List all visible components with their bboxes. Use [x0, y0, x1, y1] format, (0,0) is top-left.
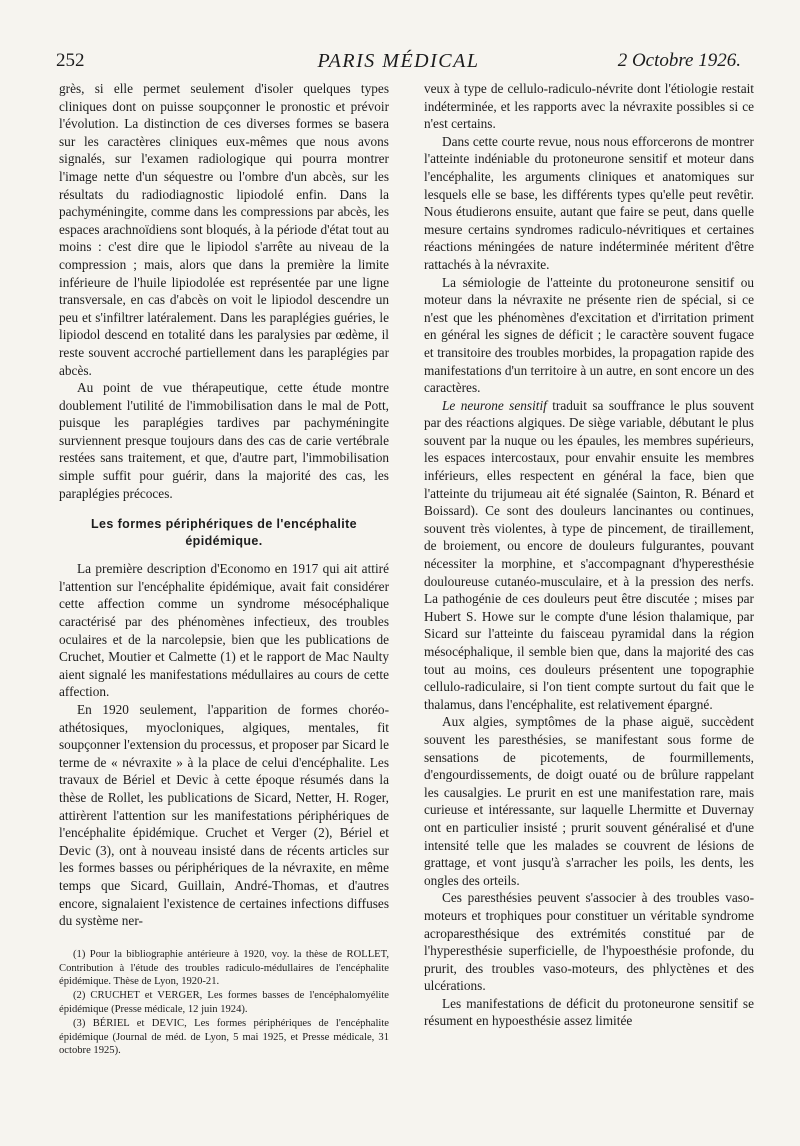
page-header: [56, 50, 741, 78]
issue-date: 2 Octobre 1926.: [617, 50, 741, 71]
footnotes: [59, 948, 389, 1058]
section-heading: Les formes périphériques de l'encéphalite épidémique.: [91, 517, 357, 549]
right-column: [424, 80, 754, 1030]
paragraph: Les manifestations de déficit du protoneurone sensitif se résument en hypoesthésie assez limitée: [424, 995, 754, 1029]
paragraph: La première description d'Economo en 1917 qui ait attiré l'attention sur l'encéphalite épidémique, avait fait considérer cette affection comme un syndrome mésocéphalique caractérisé par des phénomènes infectieux, des troubles oculaires et de la narcolepsie, bien que les publications de Cruchet, Moutier et Calmette (1) et le rapport de Mac Naulty aient signalé les manifestations médullaires au cours de cette affection.: [59, 561, 389, 700]
left-column: [59, 80, 389, 1058]
paragraph: Aux algies, symptômes de la phase aiguë, succèdent souvent les paresthésies, se manifestant sous forme de sensations de picotements, de fourmillements, d'engourdissements, de doigt ouaté ou de brûlure rappelant les causalgies. Le prurit en est une manifestation rare, mais curieuse et intéressante, sur laquelle Lhermitte et Duvernay ont en particulier insisté ; prurit souvent généralisé et d'une intensité telle que les malades se couvrent de lésions de grattage, et vont jusqu'à s'arracher les poils, les dents, les ongles des orteils.: [424, 714, 754, 888]
paragraph: Dans cette courte revue, nous nous efforcerons de montrer l'atteinte indéniable du protoneurone sensitif et moteur dans l'encéphalite, les arguments cliniques et anatomiques sur lesquels elle se base, les différents types qu'elle peut revêtir. Nous étudierons ensuite, autant que faire se peut, dans quelle mesure certains syndromes radiculo-névritiques et certaines réactions méningées de nature indéterminée méritent d'être rattachés à la névraxite.: [424, 133, 754, 272]
paragraph: En 1920 seulement, l'apparition de formes choréo-athétosiques, myocloniques, algiques, mentales, fit soupçonner l'extension du processus, et proposer par Sicard le terme de « névraxite » à la place de celui d'encéphalite. Les travaux de Bériel et Devic à cette époque résumés dans la thèse de Rollet, les publications de Sicard, Netter, H. Roger, attirèrent l'attention sur les manifestations périphériques de l'encéphalite épidémique. Cruchet et Verger (2), Bériel et Devic (3), ont à nouveau insisté dans de récents articles sur les formes basses ou périphériques de la névraxite, en même temps que Sicard, Guillain, André-Thomas, et d'autres encore, signalaient l'existence de certaines infections diffuses du système ner-: [59, 702, 389, 929]
paragraph: Ces paresthésies peuvent s'associer à des troubles vaso-moteurs et trophiques pour constituer un véritable syndrome acroparesthésique des extrémités constitué par de l'hyperesthésie superficielle, de l'hypoesthésie profonde, du prurit, des troubles vaso-moteurs, des phlyctènes et des ulcérations.: [424, 890, 754, 994]
running-title: PARIS MÉDICAL: [317, 50, 480, 72]
footnote: (3) BÉRIEL et DEVIC, Les formes périphériques de l'encéphalite épidémique (Journal de méd. de Lyon, 5 mai 1925, et Presse médicale, 31 octobre 1925).: [59, 1017, 389, 1057]
page-number: 252: [56, 50, 85, 71]
paragraph: La sémiologie de l'atteinte du protoneurone sensitif ou moteur dans la névraxite ne présente rien de spécial, si ce n'est que les phénomènes d'excitation et d'irritation priment en général les signes de déficit ; le caractère souvent fugace et transitoire des troubles morbides, la propagation rapide des manifestations d'un territoire à un autre, en sont encore un des caractères.: [424, 274, 754, 396]
footnote: (1) Pour la bibliographie antérieure à 1920, voy. la thèse de ROLLET, Contribution à l'étude des troubles radiculo-médullaires de l'encéphalite épidémique. Thèse de Lyon, 1920-21.: [59, 948, 389, 988]
paragraph-text: traduit sa souffrance le plus souvent par des réactions algiques. De siège variable, débutant le plus souvent par la nuque ou les épaules, les membres supérieurs, les espaces intercostaux, pour envahir ensuite les membres inférieurs, elles respectent en général la face, bien que l'atteinte du trijumeau ait été signalée (Sainton, R. Bénard et Boissard). Ce sont des douleurs lancinantes ou continues, souvent très violentes, à type de pincement, de tiraillement, de broiement, ou encore de douleurs fulgurantes, pouvant nécessiter la morphine, et s'accompagnant d'hyperesthésie douloureuse cutanéo-musculaire, et à la pression des nerfs. La pathogénie de ces douleurs peut être discutée ; mises par Hubert S. Howe sur le compte d'une lésion thalamique, par Sicard sur l'atteinte du faisceau pyramidal dans la région mésocéphalique, il semble bien que, dans la majorité des cas tout au moins, ces douleurs présentent une topographie cellulo-radiculaire, si l'on tient compte surtout du fait que le thalamus, dans l'encéphalite, est relativement épargné.: [424, 397, 754, 712]
paragraph: [424, 397, 754, 714]
italic-term: Le neurone sensitif: [442, 397, 547, 413]
paragraph: grès, si elle permet seulement d'isoler quelques types cliniques dont on puisse soupçonner le pronostic et prévoir l'évolution. La distinction de ces diverses formes se basera sur les caractères cliniques eux-mêmes que nous avons signalés, sur l'examen radiologique qui pourra montrer l'image nette d'un séquestre ou l'ombre d'un abcès, sur les résultats du radiodiagnostic lipiodolé enfin. Dans la pachyméningite, comme dans les compressions par abcès, les espaces arachnoïdiens sont bloqués, à la période d'état tout au moins : c'est dire que le lipiodol s'arrête au niveau de la compression ; mais, alors que dans la première la limite inférieure de l'huile lipiodolée est représentée par une ligne transversale, en cas d'abcès on voit le lipiodol descendre un peu et s'infiltrer latéralement. Dans les paraplégies guéries, le lipiodol descend en totalité dans les paralysies par œdème, il reste souvent accroché partiellement dans les paraplégies par abcès.: [59, 81, 389, 378]
paragraph: veux à type de cellulo-radiculo-névrite dont l'étiologie restait indéterminée, et les rapports avec la névraxite possibles si ce n'est certains.: [424, 81, 754, 132]
paragraph: Au point de vue thérapeutique, cette étude montre doublement l'utilité de l'immobilisation dans le mal de Pott, puisque les paraplégies tardives par pachyméningite surviennent presque toujours dans des cas de carie vertébrale restées sans traitement, et que, d'autre part, l'immobilisation simple suffit pour guérir, dans la majorité des cas, les paraplégies précoces.: [59, 380, 389, 501]
footnote: (2) CRUCHET et VERGER, Les formes basses de l'encéphalomyélite épidémique (Presse médicale, 12 juin 1924).: [59, 990, 389, 1015]
